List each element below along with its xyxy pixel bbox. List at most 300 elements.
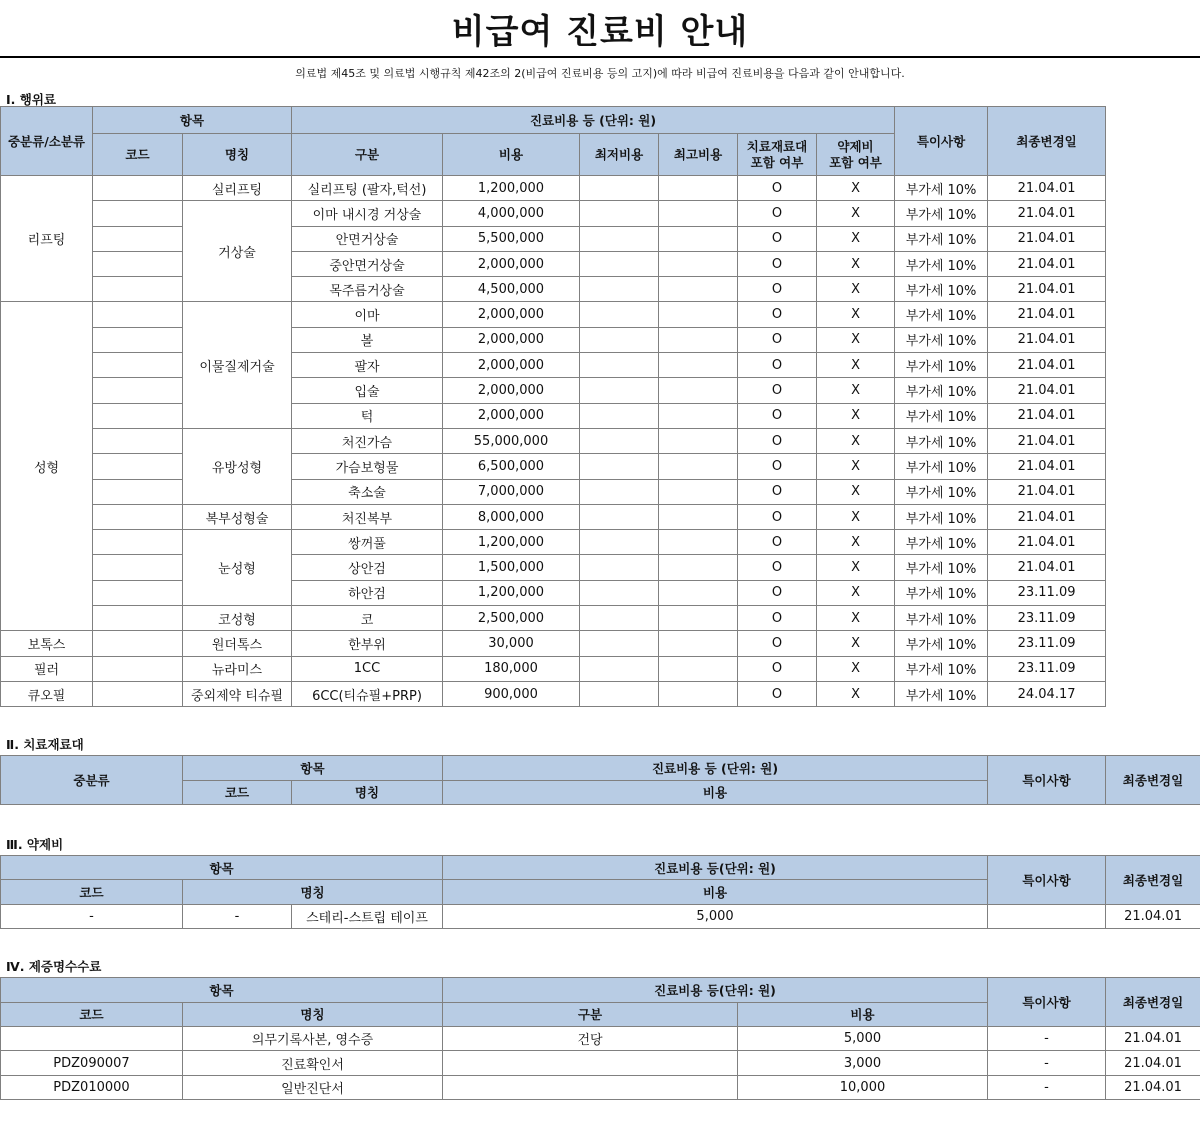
cell-note: 부가세 10% (895, 555, 988, 580)
cell-name: 뉴라미스 (183, 656, 292, 681)
col-item-group: 항목 (93, 107, 292, 134)
cell-date: 21.04.01 (988, 176, 1106, 201)
cell-note: 부가세 10% (895, 428, 988, 453)
cell-code (93, 454, 183, 479)
title-bar (0, 0, 1200, 58)
cell-drug: X (817, 277, 895, 302)
cell-date: 21.04.01 (988, 555, 1106, 580)
cell-date: 21.04.01 (988, 479, 1106, 504)
cell-cost: 2,500,000 (443, 606, 580, 631)
cell-material: O (738, 580, 817, 605)
cell-name: 진료확인서 (183, 1051, 443, 1075)
cell-division (443, 1075, 738, 1099)
cell-cost: 6,500,000 (443, 454, 580, 479)
col-code: 코드 (1, 880, 183, 904)
cell-cost: 2,000,000 (443, 353, 580, 378)
cell-max-cost (659, 555, 738, 580)
cell-cost: 2,000,000 (443, 327, 580, 352)
cell-max-cost (659, 353, 738, 378)
cell-max-cost (659, 201, 738, 226)
cell-cost: 4,500,000 (443, 277, 580, 302)
table-header-row (1, 978, 1200, 1002)
procedure-fee-body (1, 176, 1106, 707)
cell-code (93, 176, 183, 201)
cell-material: O (738, 176, 817, 201)
cell-cost: 55,000,000 (443, 428, 580, 453)
col-min-cost: 최저비용 (580, 134, 659, 176)
cell-division: 건당 (443, 1026, 738, 1050)
table-row (1, 251, 1106, 276)
cell-min-cost (580, 606, 659, 631)
cell-drug: X (817, 327, 895, 352)
table-row (1, 904, 1200, 928)
col-name: 명칭 (183, 134, 292, 176)
cell-max-cost (659, 631, 738, 656)
cell-drug: X (817, 428, 895, 453)
col-cost: 비용 (738, 1002, 988, 1026)
col-cost-group: 진료비용 등(단위: 원) (443, 856, 988, 880)
cell-category: 보톡스 (1, 631, 93, 656)
cell-min-cost (580, 201, 659, 226)
table-row (1, 353, 1106, 378)
cell-code (93, 530, 183, 555)
cell-date: 23.11.09 (988, 631, 1106, 656)
cell-max-cost (659, 302, 738, 327)
cell-note: 부가세 10% (895, 606, 988, 631)
cell-max-cost (659, 428, 738, 453)
cell-material: O (738, 479, 817, 504)
cell-drug: X (817, 403, 895, 428)
cell-cost: 2,000,000 (443, 403, 580, 428)
cell-cost: 30,000 (443, 631, 580, 656)
cell-max-cost (659, 277, 738, 302)
cell-min-cost (580, 277, 659, 302)
cell-material: O (738, 226, 817, 251)
cell-note: 부가세 10% (895, 226, 988, 251)
cell-drug: X (817, 606, 895, 631)
page-title: 비급여 진료비 안내 (451, 11, 749, 52)
section-1-heading: Ⅰ. 행위료 (6, 92, 56, 107)
col-item-group: 항목 (1, 856, 443, 880)
col-code: 코드 (183, 780, 292, 804)
cell-cost: 8,000,000 (443, 504, 580, 529)
table-row (1, 327, 1106, 352)
cell-note: 부가세 10% (895, 454, 988, 479)
table-row (1, 201, 1106, 226)
cell-name: 복부성형술 (183, 504, 292, 529)
table-row (1, 428, 1106, 453)
cell-cost: 5,000 (738, 1026, 988, 1050)
cell-code (93, 277, 183, 302)
cell-note: - (988, 1026, 1106, 1050)
cell-max-cost (659, 681, 738, 706)
cell-cost: 2,000,000 (443, 302, 580, 327)
cell-material: O (738, 428, 817, 453)
col-date: 최종변경일 (1106, 756, 1200, 805)
cell-cost: 10,000 (738, 1075, 988, 1099)
cell-code (93, 353, 183, 378)
cell-note: 부가세 10% (895, 201, 988, 226)
col-category: 중분류/소분류 (1, 107, 93, 176)
cell-min-cost (580, 631, 659, 656)
cell-note: 부가세 10% (895, 302, 988, 327)
cell-cost: 1,500,000 (443, 555, 580, 580)
cell-material: O (738, 681, 817, 706)
cell-drug: X (817, 454, 895, 479)
cell-cost: 3,000 (738, 1051, 988, 1075)
cell-material: O (738, 656, 817, 681)
cell-min-cost (580, 580, 659, 605)
cell-name: 유방성형 (183, 428, 292, 504)
cell-min-cost (580, 454, 659, 479)
cell-note: 부가세 10% (895, 353, 988, 378)
cell-min-cost (580, 403, 659, 428)
cell-note: 부가세 10% (895, 176, 988, 201)
cell-category: 리프팅 (1, 176, 93, 302)
cell-material: O (738, 530, 817, 555)
cell-date: 23.11.09 (988, 606, 1106, 631)
cell-date: 21.04.01 (988, 277, 1106, 302)
table-row (1, 1075, 1200, 1099)
col-item-group: 항목 (183, 756, 443, 780)
cell-division: 목주름거상술 (292, 277, 443, 302)
cell-drug: X (817, 201, 895, 226)
cell-min-cost (580, 302, 659, 327)
cell-category: 필러 (1, 656, 93, 681)
cell-date: 21.04.01 (1106, 1051, 1200, 1075)
col-cost: 비용 (443, 134, 580, 176)
cell-cost: 900,000 (443, 681, 580, 706)
cell-name: 중외제약 티슈필 (183, 681, 292, 706)
table-row (1, 403, 1106, 428)
cell-note: 부가세 10% (895, 327, 988, 352)
cell-note: 부가세 10% (895, 479, 988, 504)
table-row (1, 681, 1106, 706)
cell-cost: 5,000 (443, 904, 988, 928)
cell-note: 부가세 10% (895, 277, 988, 302)
cell-cost: 1,200,000 (443, 530, 580, 555)
cell-drug: X (817, 681, 895, 706)
col-date: 최종변경일 (988, 107, 1106, 176)
cell-max-cost (659, 378, 738, 403)
col-note: 특이사항 (988, 978, 1106, 1027)
col-cost: 비용 (443, 780, 988, 804)
cell-date: 23.11.09 (988, 656, 1106, 681)
cell-division: 중안면거상술 (292, 251, 443, 276)
cell-date: 24.04.17 (988, 681, 1106, 706)
cell-drug: X (817, 504, 895, 529)
cell-name: 일반진단서 (183, 1075, 443, 1099)
cell-drug: X (817, 226, 895, 251)
cell-division: 축소술 (292, 479, 443, 504)
cell-max-cost (659, 251, 738, 276)
cell-max-cost (659, 226, 738, 251)
cell-code (93, 327, 183, 352)
section-4-heading: Ⅳ. 제증명수수료 (6, 959, 102, 975)
cell-min-cost (580, 504, 659, 529)
cell-date: 21.04.01 (988, 403, 1106, 428)
cell-max-cost (659, 580, 738, 605)
cell-material: O (738, 606, 817, 631)
cell-note: 부가세 10% (895, 530, 988, 555)
cell-drug: X (817, 555, 895, 580)
col-drug: 약제비 포함 여부 (817, 134, 895, 176)
cell-drug: X (817, 631, 895, 656)
cell-drug: X (817, 353, 895, 378)
cell-drug: X (817, 656, 895, 681)
cell-division: 처진가슴 (292, 428, 443, 453)
cell-code (93, 428, 183, 453)
cell-note: 부가세 10% (895, 251, 988, 276)
cell-code (93, 302, 183, 327)
cell-code: PDZ010000 (1, 1075, 183, 1099)
material-fee-table (0, 755, 1200, 805)
col-note: 특이사항 (895, 107, 988, 176)
cell-material: O (738, 353, 817, 378)
cell-code (93, 555, 183, 580)
cell-date: 21.04.01 (988, 226, 1106, 251)
col-cost: 비용 (443, 880, 988, 904)
table-row (1, 226, 1106, 251)
cell-material: O (738, 555, 817, 580)
cell-min-cost (580, 479, 659, 504)
table-row (1, 302, 1106, 327)
col-date: 최종변경일 (1106, 978, 1200, 1027)
cell-note: 부가세 10% (895, 580, 988, 605)
cell-max-cost (659, 327, 738, 352)
cell-division: 한부위 (292, 631, 443, 656)
cell-division: 안면거상술 (292, 226, 443, 251)
table-header-row (1, 107, 1106, 134)
cell-date: 23.11.09 (988, 580, 1106, 605)
cell-min-cost (580, 555, 659, 580)
cell-max-cost (659, 454, 738, 479)
table-row (1, 504, 1106, 529)
cell-code (93, 504, 183, 529)
cell-date: 21.04.01 (988, 201, 1106, 226)
cell-min-cost (580, 327, 659, 352)
cell-date: 21.04.01 (988, 454, 1106, 479)
cell-min-cost (580, 656, 659, 681)
table-row (1, 479, 1106, 504)
cell-min-cost (580, 226, 659, 251)
cell-division: 볼 (292, 327, 443, 352)
cell-drug: X (817, 176, 895, 201)
cell-category: 큐오필 (1, 681, 93, 706)
cell-material: O (738, 302, 817, 327)
cell-division: 팔자 (292, 353, 443, 378)
cell-code (93, 403, 183, 428)
col-name: 명칭 (183, 880, 443, 904)
table-row (1, 580, 1106, 605)
col-name: 명칭 (183, 1002, 443, 1026)
cell-name: 실리프팅 (183, 176, 292, 201)
col-cost-group: 진료비용 등 (단위: 원) (292, 107, 895, 134)
col-note: 특이사항 (988, 756, 1106, 805)
col-cost-group: 진료비용 등(단위: 원) (443, 978, 988, 1002)
cell-date: 21.04.01 (988, 428, 1106, 453)
cell-date: 21.04.01 (988, 378, 1106, 403)
col-code: 코드 (93, 134, 183, 176)
cell-cost: 2,000,000 (443, 251, 580, 276)
drug-fee-table (0, 855, 1200, 929)
cell-division: 입술 (292, 378, 443, 403)
cell-cost: 1,200,000 (443, 580, 580, 605)
cell-drug: X (817, 378, 895, 403)
cell-min-cost (580, 428, 659, 453)
cell-note (988, 904, 1106, 928)
cell-max-cost (659, 606, 738, 631)
cell-date: 21.04.01 (1106, 1075, 1200, 1099)
col-name: 명칭 (292, 780, 443, 804)
cell-division: 실리프팅 (팔자,턱선) (292, 176, 443, 201)
cell-code (93, 479, 183, 504)
cell-material: O (738, 378, 817, 403)
cell-material: O (738, 403, 817, 428)
cell-cost: 2,000,000 (443, 378, 580, 403)
cell-min-cost (580, 251, 659, 276)
cell-name: 눈성형 (183, 530, 292, 606)
table-row (1, 656, 1106, 681)
cell-note: 부가세 10% (895, 631, 988, 656)
cell-code (93, 580, 183, 605)
cell-max-cost (659, 403, 738, 428)
cell-code (93, 226, 183, 251)
col-max-cost: 최고비용 (659, 134, 738, 176)
cell-division: 6CC(티슈필+PRP) (292, 681, 443, 706)
cell-division: 처진복부 (292, 504, 443, 529)
cell-division: 1CC (292, 656, 443, 681)
cell-note: 부가세 10% (895, 378, 988, 403)
cell-code (93, 606, 183, 631)
cell-date: 21.04.01 (988, 251, 1106, 276)
cell-drug: X (817, 530, 895, 555)
table-header-row (1, 756, 1200, 780)
cell-drug: X (817, 479, 895, 504)
cell-date: 21.04.01 (988, 327, 1106, 352)
cell-division: 턱 (292, 403, 443, 428)
cell-max-cost (659, 479, 738, 504)
cell-cost: 1,200,000 (443, 176, 580, 201)
table-row (1, 176, 1106, 201)
procedure-fee-table (0, 106, 1106, 707)
table-row (1, 555, 1106, 580)
cell-code (1, 1026, 183, 1050)
cell-code (93, 681, 183, 706)
cell-name: 코성형 (183, 606, 292, 631)
table-row (1, 530, 1106, 555)
cell-drug: X (817, 580, 895, 605)
cell-drug: X (817, 302, 895, 327)
cell-code (93, 631, 183, 656)
cell-division: 하안검 (292, 580, 443, 605)
cell-material: O (738, 277, 817, 302)
cell-min-cost (580, 378, 659, 403)
col-material: 치료재료대 포함 여부 (738, 134, 817, 176)
col-note: 특이사항 (988, 856, 1106, 905)
table-header-row (1, 856, 1200, 880)
cell-code: - (1, 904, 183, 928)
cell-material: O (738, 251, 817, 276)
col-division: 구분 (292, 134, 443, 176)
certificate-fee-table (0, 977, 1200, 1100)
cell-max-cost (659, 176, 738, 201)
section-2-heading: Ⅱ. 치료재료대 (6, 737, 84, 753)
cell-division: 쌍꺼풀 (292, 530, 443, 555)
cell-date: 21.04.01 (988, 504, 1106, 529)
table-row (1, 606, 1106, 631)
cell-note: 부가세 10% (895, 681, 988, 706)
cell-date: 21.04.01 (1106, 1026, 1200, 1050)
cell-note: 부가세 10% (895, 504, 988, 529)
cell-code (93, 656, 183, 681)
table-row (1, 631, 1106, 656)
cell-min-cost (580, 530, 659, 555)
table-row (1, 454, 1106, 479)
cell-material: O (738, 201, 817, 226)
cell-name: 이물질제거술 (183, 302, 292, 428)
cell-code (93, 201, 183, 226)
cell-min-cost (580, 176, 659, 201)
cell-name: 원더톡스 (183, 631, 292, 656)
cell-material: O (738, 504, 817, 529)
table-row (1, 1051, 1200, 1075)
cell-material: O (738, 631, 817, 656)
cell-drug: X (817, 251, 895, 276)
table-row (1, 378, 1106, 403)
cell-division: 이마 내시경 거상술 (292, 201, 443, 226)
cell-division: 코 (292, 606, 443, 631)
cell-note: - (988, 1051, 1106, 1075)
section-3-heading: Ⅲ. 약제비 (6, 837, 64, 853)
cell-division: 상안검 (292, 555, 443, 580)
cell-date: 21.04.01 (988, 530, 1106, 555)
cell-division: 가슴보형물 (292, 454, 443, 479)
col-cost-group: 진료비용 등 (단위: 원) (443, 756, 988, 780)
cell-category: 성형 (1, 302, 93, 631)
cell-date: 21.04.01 (988, 302, 1106, 327)
col-code: 코드 (1, 1002, 183, 1026)
cell-max-cost (659, 530, 738, 555)
cell-cost: 5,500,000 (443, 226, 580, 251)
cell-cost: 180,000 (443, 656, 580, 681)
cell-date: 21.04.01 (1106, 904, 1200, 928)
col-item-group: 항목 (1, 978, 443, 1002)
cell-name: 거상술 (183, 201, 292, 302)
cell-min-cost (580, 681, 659, 706)
legal-notice: 의료법 제45조 및 의료법 시행규칙 제42조의 2(비급여 진료비용 등의 고지)에 따라 비급여 진료비용을 다음과 같이 안내합니다. (295, 67, 905, 80)
cell-note: 부가세 10% (895, 656, 988, 681)
table-row (1, 1026, 1200, 1050)
table-row (1, 277, 1106, 302)
col-date: 최종변경일 (1106, 856, 1200, 905)
cell-division: 이마 (292, 302, 443, 327)
cell-code: PDZ090007 (1, 1051, 183, 1075)
cell-cost: 7,000,000 (443, 479, 580, 504)
cell-note: 부가세 10% (895, 403, 988, 428)
cell-name: 스테리-스트립 테이프 (292, 904, 443, 928)
cell-name: 의무기록사본, 영수증 (183, 1026, 443, 1050)
cell-min-cost (580, 353, 659, 378)
cell-material: O (738, 327, 817, 352)
cell-sub: - (183, 904, 292, 928)
cell-note: - (988, 1075, 1106, 1099)
col-category: 중분류 (1, 756, 183, 805)
cell-cost: 4,000,000 (443, 201, 580, 226)
cell-division (443, 1051, 738, 1075)
cell-max-cost (659, 656, 738, 681)
cell-max-cost (659, 504, 738, 529)
